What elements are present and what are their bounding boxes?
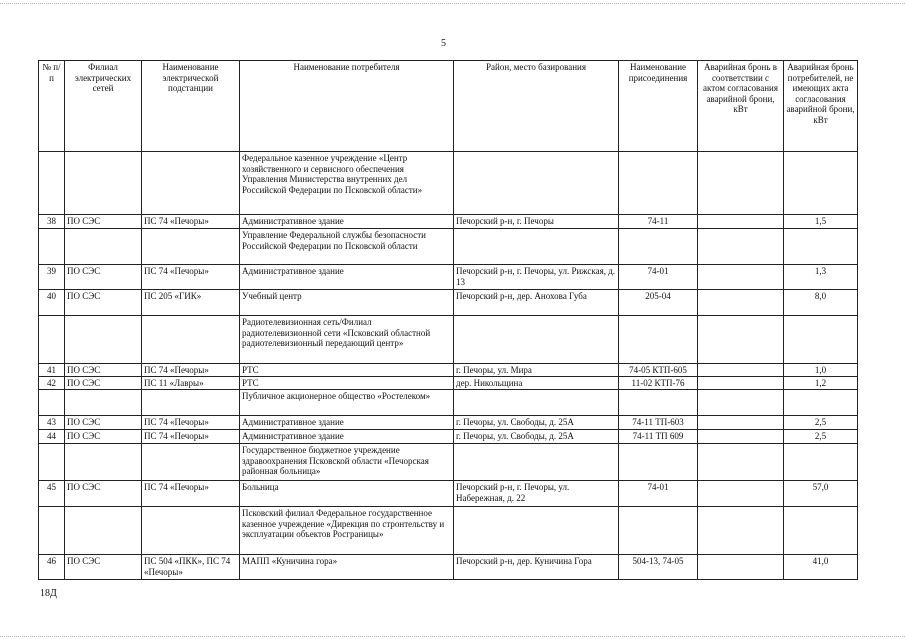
- cell-reserve-no-act: 2,5: [784, 430, 858, 444]
- cell-district: [454, 390, 619, 416]
- table-row: [39, 152, 858, 215]
- cell-substation: [142, 229, 240, 265]
- cell-district: Печорский р-н, дер. Куничина Гора: [454, 555, 619, 580]
- cell-reserve-act: [698, 555, 784, 580]
- table-row: [39, 416, 858, 430]
- cell-reserve-act: [698, 390, 784, 416]
- cell-reserve-no-act: 1,5: [784, 215, 858, 229]
- cell-consumer: Административное здание: [240, 265, 454, 290]
- cell-filial: ПО СЭС: [65, 377, 142, 390]
- cell-consumer: Административное здание: [240, 416, 454, 430]
- cell-consumer: Радиотелевизионная сеть/Филиал радиотелевизионной сети «Псковский областной радиотелевизионный передающий центр»: [240, 316, 454, 364]
- cell-connection: [619, 152, 698, 215]
- cell-reserve-no-act: [784, 229, 858, 265]
- cell-consumer: РТС: [240, 364, 454, 377]
- cell-consumer: Федеральное казенное учреждение «Центр хозяйственного и сервисного обеспечения Управления Министерства внутренних дел Российской Федерации по Псковской области»: [240, 152, 454, 215]
- header-reserve-act: Аварийная бронь в соответствии с актом согласования аварийной брони, кВт: [698, 61, 784, 152]
- cell-connection: [619, 229, 698, 265]
- cell-consumer: Административное здание: [240, 430, 454, 444]
- cell-connection: 74-11 ТП 609: [619, 430, 698, 444]
- cell-reserve-no-act: 1,0: [784, 364, 858, 377]
- cell-district: [454, 229, 619, 265]
- cell-reserve-no-act: 57,0: [784, 481, 858, 507]
- cell-district: г. Печоры, ул. Свободы, д. 25А: [454, 416, 619, 430]
- cell-reserve-act: [698, 364, 784, 377]
- header-num: № п/п: [39, 61, 65, 152]
- cell-filial: [65, 507, 142, 555]
- cell-num: 38: [39, 215, 65, 229]
- cell-num: 40: [39, 290, 65, 316]
- cell-district: [454, 316, 619, 364]
- cell-connection: 74-01: [619, 265, 698, 290]
- table-row: [39, 555, 858, 580]
- cell-district: г. Печоры, ул. Свободы, д. 25А: [454, 430, 619, 444]
- cell-filial: ПО СЭС: [65, 290, 142, 316]
- cell-reserve-no-act: 1,2: [784, 377, 858, 390]
- cell-num: 41: [39, 364, 65, 377]
- cell-reserve-act: [698, 265, 784, 290]
- cell-connection: 74-05 КТП-605: [619, 364, 698, 377]
- cell-substation: ПС 205 «ГИК»: [142, 290, 240, 316]
- cell-substation: [142, 507, 240, 555]
- cell-num: 42: [39, 377, 65, 390]
- cell-filial: ПО СЭС: [65, 215, 142, 229]
- table-row: [39, 229, 858, 265]
- page-bottom-edge: [0, 636, 905, 637]
- cell-reserve-no-act: 2,5: [784, 416, 858, 430]
- cell-district: [454, 444, 619, 481]
- cell-num: [39, 152, 65, 215]
- header-connection: Наименование присоединения: [619, 61, 698, 152]
- cell-filial: [65, 316, 142, 364]
- cell-connection: [619, 507, 698, 555]
- table-row: [39, 481, 858, 507]
- cell-consumer: Учебный центр: [240, 290, 454, 316]
- cell-reserve-no-act: [784, 444, 858, 481]
- cell-reserve-act: [698, 416, 784, 430]
- cell-reserve-act: [698, 152, 784, 215]
- cell-num: 44: [39, 430, 65, 444]
- cell-filial: [65, 444, 142, 481]
- cell-reserve-act: [698, 481, 784, 507]
- cell-reserve-act: [698, 377, 784, 390]
- cell-consumer: Псковский филиал Федеральное государственное казенное учреждение «Дирекция по стронтельству и эксплуатации объектов Росграницы»: [240, 507, 454, 555]
- cell-filial: ПО СЭС: [65, 364, 142, 377]
- table-row: [39, 390, 858, 416]
- cell-reserve-act: [698, 444, 784, 481]
- cell-consumer: МАПП «Куничина гора»: [240, 555, 454, 580]
- cell-num: [39, 229, 65, 265]
- cell-filial: ПО СЭС: [65, 555, 142, 580]
- header-filial: Филиал электрических сетей: [65, 61, 142, 152]
- footer-document-code: 18Д: [40, 588, 57, 599]
- emergency-reserve-table: [38, 60, 858, 580]
- header-substation: Наименование электрической подстанции: [142, 61, 240, 152]
- table-row: [39, 364, 858, 377]
- cell-num: [39, 390, 65, 416]
- header-district: Район, место базирования: [454, 61, 619, 152]
- table-row: [39, 507, 858, 555]
- cell-filial: ПО СЭС: [65, 416, 142, 430]
- cell-num: 43: [39, 416, 65, 430]
- header-consumer: Наименование потребителя: [240, 61, 454, 152]
- cell-reserve-act: [698, 229, 784, 265]
- cell-filial: [65, 390, 142, 416]
- table-row: [39, 265, 858, 290]
- cell-district: дер. Никольщина: [454, 377, 619, 390]
- cell-district: Печорский р-н, г. Печоры, ул. Рижская, д. 13: [454, 265, 619, 290]
- cell-num: [39, 444, 65, 481]
- cell-substation: ПС 74 «Печоры»: [142, 416, 240, 430]
- cell-substation: ПС 504 «ПКК», ПС 74 «Печоры»: [142, 555, 240, 580]
- cell-num: 45: [39, 481, 65, 507]
- cell-reserve-no-act: 41,0: [784, 555, 858, 580]
- cell-filial: ПО СЭС: [65, 481, 142, 507]
- cell-reserve-no-act: 1,3: [784, 265, 858, 290]
- cell-district: Печорский р-н, г. Печоры: [454, 215, 619, 229]
- page-number: 5: [441, 38, 446, 49]
- cell-consumer: Больница: [240, 481, 454, 507]
- cell-consumer: Государственное бюджетное учреждение здравоохранения Псковской области «Печорская районная больница»: [240, 444, 454, 481]
- cell-filial: ПО СЭС: [65, 430, 142, 444]
- cell-district: г. Печоры, ул. Мира: [454, 364, 619, 377]
- cell-substation: ПС 74 «Печоры»: [142, 265, 240, 290]
- table-row: [39, 430, 858, 444]
- cell-connection: [619, 390, 698, 416]
- cell-reserve-act: [698, 215, 784, 229]
- cell-reserve-no-act: [784, 390, 858, 416]
- cell-reserve-act: [698, 316, 784, 364]
- page-top-edge: [0, 3, 905, 4]
- cell-connection: 74-11: [619, 215, 698, 229]
- table-row: [39, 316, 858, 364]
- cell-connection: 205-04: [619, 290, 698, 316]
- cell-reserve-act: [698, 507, 784, 555]
- cell-district: Печорский р-н, дер. Анохова Губа: [454, 290, 619, 316]
- cell-filial: [65, 152, 142, 215]
- cell-connection: [619, 316, 698, 364]
- cell-substation: ПС 74 «Печоры»: [142, 364, 240, 377]
- cell-substation: [142, 444, 240, 481]
- cell-substation: ПС 74 «Печоры»: [142, 430, 240, 444]
- cell-reserve-act: [698, 290, 784, 316]
- cell-reserve-no-act: [784, 507, 858, 555]
- cell-filial: ПО СЭС: [65, 265, 142, 290]
- table-row: [39, 215, 858, 229]
- cell-district: [454, 507, 619, 555]
- cell-substation: ПС 74 «Печоры»: [142, 481, 240, 507]
- table-row: [39, 377, 858, 390]
- table-header-row: [39, 61, 858, 152]
- cell-substation: [142, 316, 240, 364]
- cell-connection: [619, 444, 698, 481]
- cell-district: [454, 152, 619, 215]
- cell-num: [39, 507, 65, 555]
- cell-substation: ПС 74 «Печоры»: [142, 215, 240, 229]
- cell-connection: 74-01: [619, 481, 698, 507]
- table-row: [39, 444, 858, 481]
- cell-consumer: РТС: [240, 377, 454, 390]
- header-reserve-no-act: Аварийная бронь потребителей, не имеющих акта согласования аварийной брони, кВт: [784, 61, 858, 152]
- cell-connection: 74-11 ТП-603: [619, 416, 698, 430]
- cell-reserve-no-act: [784, 152, 858, 215]
- cell-filial: [65, 229, 142, 265]
- cell-consumer: Публичное акционерное общество «Ростелеком»: [240, 390, 454, 416]
- cell-connection: 504-13, 74-05: [619, 555, 698, 580]
- cell-substation: [142, 390, 240, 416]
- cell-reserve-no-act: [784, 316, 858, 364]
- cell-reserve-no-act: 8,0: [784, 290, 858, 316]
- table-row: [39, 290, 858, 316]
- cell-substation: [142, 152, 240, 215]
- cell-num: [39, 316, 65, 364]
- cell-substation: ПС 11 «Лавры»: [142, 377, 240, 390]
- cell-consumer: Административное здание: [240, 215, 454, 229]
- cell-consumer: Управление Федеральной службы безопасности Российской Федерации по Псковской области: [240, 229, 454, 265]
- cell-district: Печорский р-н, г. Печоры, ул. Набережная, д. 22: [454, 481, 619, 507]
- cell-reserve-act: [698, 430, 784, 444]
- cell-num: 39: [39, 265, 65, 290]
- cell-num: 46: [39, 555, 65, 580]
- cell-connection: 11-02 КТП-76: [619, 377, 698, 390]
